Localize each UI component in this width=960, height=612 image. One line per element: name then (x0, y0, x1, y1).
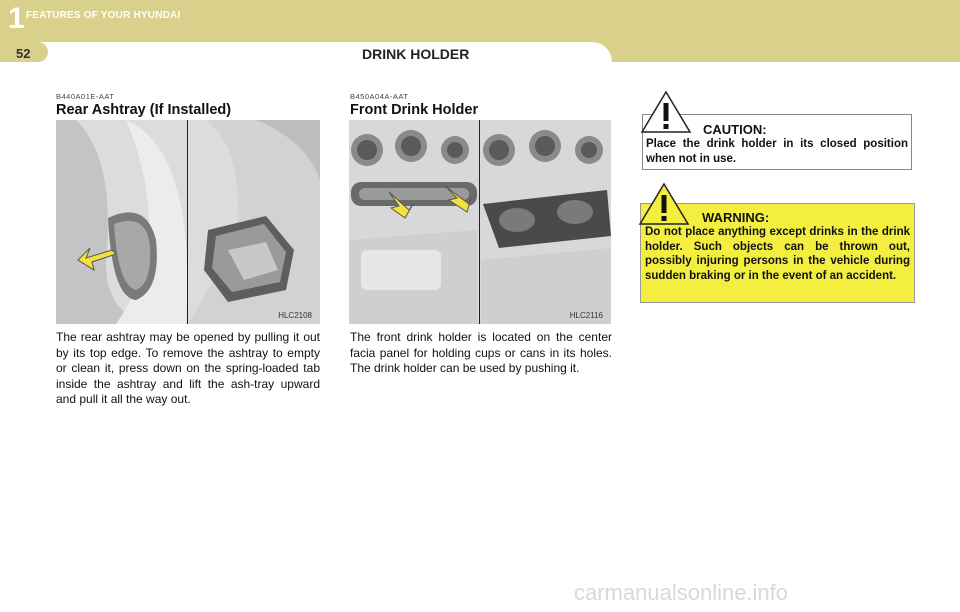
middle-heading: Front Drink Holder (350, 102, 479, 118)
chapter-title: FEATURES OF YOUR HYUNDAI (26, 10, 181, 21)
warning-triangle-icon (638, 182, 690, 226)
page-number: 52 (16, 46, 31, 61)
middle-body-text: The front drink holder is located on the center facia panel for holding cups or cans in its holes. The drink holder can be used by pushing it. (350, 330, 612, 375)
caution-warning-icon (640, 90, 692, 134)
chapter-number: 1 (8, 2, 25, 35)
front-drink-holder-illustration (349, 120, 611, 324)
left-code: B440A01E-AAT (56, 92, 115, 101)
footer-watermark: carmanualsonline.info (574, 580, 789, 605)
rear-ashtray-illustration (56, 120, 320, 324)
middle-image-caption: HLC2116 (569, 311, 603, 320)
left-body-text: The rear ashtray may be opened by pulling it out by its top edge. To remove the ashtray to empty or clean it, press down on the spring-loaded tab inside the ashtray and lift the ash-tray upward and pull it all the way out. (56, 330, 320, 406)
front-drink-holder-image (349, 120, 611, 324)
warning-title: WARNING: (702, 210, 770, 225)
caution-text: Place the drink holder in its closed position when not in use. (646, 138, 908, 165)
warning-text: Do not place anything except drinks in the drink holder. Such objects can be thrown out, possibly injuring persons in the vehicle during sudden braking or in the event of an accident. (645, 226, 910, 282)
image-divider (479, 120, 480, 324)
rear-ashtray-image (56, 120, 320, 324)
section-title: DRINK HOLDER (362, 46, 470, 62)
caution-title: CAUTION: (703, 122, 767, 137)
left-heading: Rear Ashtray (If Installed) (56, 102, 232, 118)
middle-code: B450A04A-AAT (350, 92, 409, 101)
section-tab (0, 42, 612, 62)
image-divider (187, 120, 188, 324)
left-image-caption: HLC2108 (278, 311, 312, 320)
